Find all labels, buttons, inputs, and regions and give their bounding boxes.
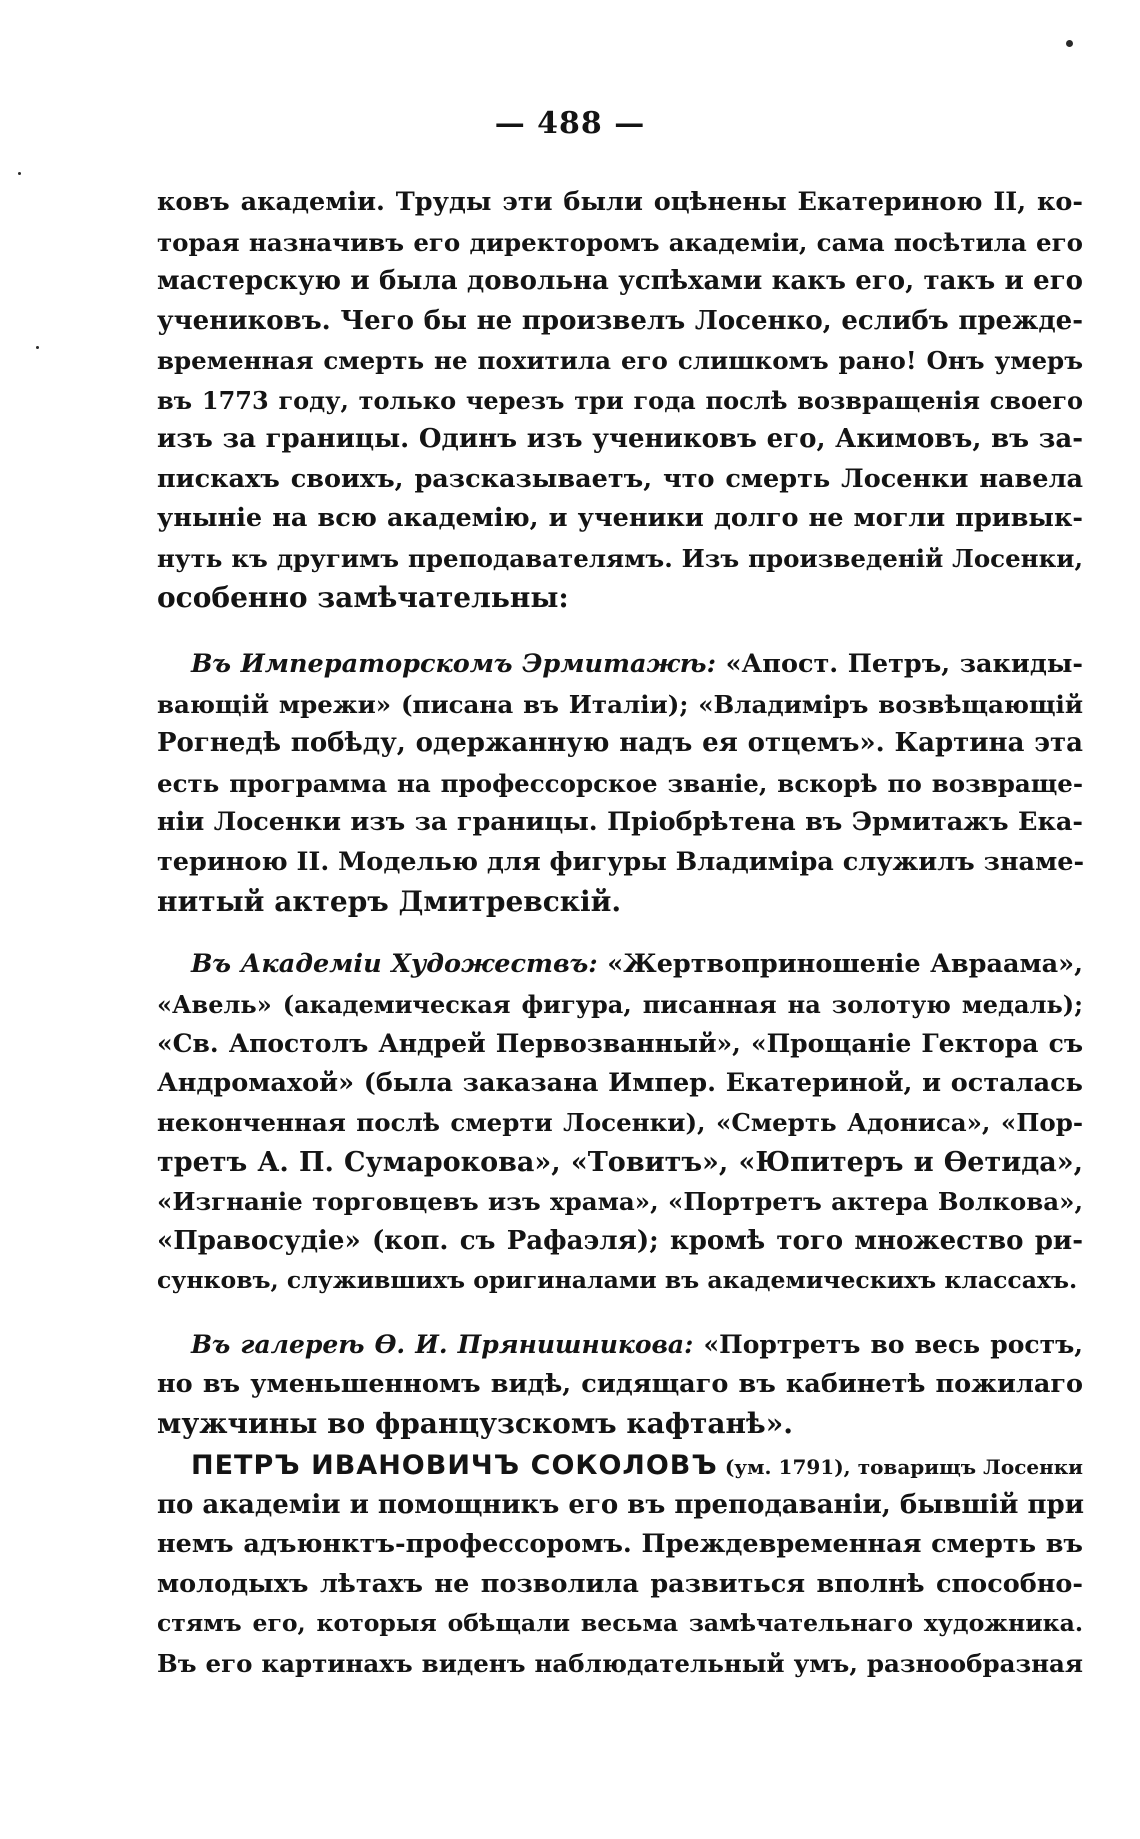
- text-line: [157, 945, 1083, 985]
- text-line: «Изгнаніе торговцевъ изъ храма», «Портретъ актера Волкова»,: [157, 1187, 1083, 1216]
- text-line: [157, 645, 1083, 685]
- text-line: ковъ академіи. Труды эти были оцѣнены Екатериною II, ко-: [157, 187, 1083, 217]
- text-line: нуть къ другимъ преподавателямъ. Изъ произведеній Лосенки,: [157, 543, 1083, 573]
- text-line: есть программа на профессорское званіе, вскорѣ по возвраще-: [157, 768, 1083, 798]
- print-speck: [1066, 40, 1073, 47]
- text-line: немъ адъюнктъ-профессоромъ. Преждевременная смерть въ: [157, 1529, 1083, 1559]
- text-line: мужчины во французскомъ кафтанѣ».: [157, 1407, 793, 1440]
- text-line: но въ уменьшенномъ видѣ, сидящаго въ кабинетѣ пожилаго: [157, 1368, 1083, 1399]
- print-speck: [18, 172, 21, 175]
- text-fragment: «Апост. Петръ, закиды-: [725, 649, 1083, 679]
- text-line: вающій мрежи» (писана въ Италіи); «Владиміръ возвѣщающій: [157, 689, 1083, 719]
- text-line: териною II. Моделью для фигуры Владиміра служилъ знаме-: [157, 846, 1085, 877]
- text-line: «Правосудіе» (коп. съ Рафаэля); кромѣ того множество ри-: [157, 1225, 1083, 1256]
- paragraph-academy-works: [157, 945, 1083, 1301]
- text-fragment: «Жертвоприношеніе Авраама»,: [607, 949, 1083, 979]
- text-line: учениковъ. Чего бы не произвелъ Лосенко, еслибъ прежде-: [157, 305, 1083, 336]
- text-line: пискахъ своихъ, разсказываетъ, что смерть Лосенки навела: [157, 463, 1083, 494]
- paragraph-hermitage-works: [157, 645, 1083, 922]
- paragraph-losenko-biography: [157, 183, 1083, 618]
- print-speck: [36, 346, 39, 349]
- text-line: «Авель» (академическая фигура, писанная на золотую медаль);: [157, 989, 1083, 1019]
- text-line: «Св. Апостолъ Андрей Первозванный», «Прощаніе Гектора съ: [157, 1029, 1083, 1058]
- collection-heading: Въ Императорскомъ Эрмитажѣ:: [191, 649, 716, 679]
- text-line: [157, 1325, 1083, 1365]
- paragraph-gallery-works: [157, 1325, 1083, 1444]
- text-line: по академіи и помощникъ его въ преподаваніи, бывшій при: [157, 1489, 1084, 1520]
- text-line: торая назначивъ его директоромъ академіи, сама посѣтила его: [157, 227, 1083, 257]
- text-line: [157, 1446, 1083, 1486]
- text-line: особенно замѣчательны:: [157, 581, 569, 614]
- artist-name-heading: ПЕТРЪ ИВАНОВИЧЪ СОКОЛОВЪ: [191, 1450, 718, 1481]
- text-line: сунковъ, служившихъ оригиналами въ академическихъ классахъ.: [157, 1266, 1078, 1294]
- text-line: въ 1773 году, только черезъ три года послѣ возвращенія своего: [157, 385, 1083, 415]
- collection-heading: Въ Академіи Художествъ:: [191, 949, 598, 979]
- text-line: Рогнедѣ побѣду, одержанную надъ ея отцемъ». Картина эта: [157, 728, 1083, 758]
- text-line: молодыхъ лѣтахъ не позволила развиться вполнѣ способно-: [157, 1568, 1083, 1599]
- text-line: ніи Лосенки изъ за границы. Пріобрѣтена въ Эрмитажъ Ека-: [157, 807, 1083, 837]
- text-line: Андромахой» (была заказана Импер. Екатериной, и осталась: [157, 1067, 1083, 1098]
- text-line: временная смерть не похитила его слишкомъ рано! Онъ умеръ: [157, 346, 1083, 375]
- text-fragment: «Портретъ во весь ростъ,: [703, 1330, 1083, 1359]
- page-number: — 488 —: [494, 106, 646, 141]
- text-line: Въ его картинахъ виденъ наблюдательный умъ, разнообразная: [157, 1648, 1083, 1678]
- text-line: неконченная послѣ смерти Лосенки), «Смерть Адониса», «Пор-: [157, 1108, 1083, 1137]
- text-line: нитый актеръ Дмитревскій.: [157, 885, 622, 918]
- text-line: изъ за границы. Одинъ изъ учениковъ его, Акимовъ, въ за-: [157, 424, 1083, 454]
- text-line: мастерскую и была довольна успѣхами какъ его, такъ и его: [157, 266, 1083, 296]
- paragraph-sokolov-biography: [157, 1446, 1083, 1683]
- text-fragment: (ум. 1791), товарищъ Лосенки: [724, 1455, 1084, 1479]
- text-line: уныніе на всю академію, и ученики долго не могли привык-: [157, 503, 1083, 533]
- collection-heading: Въ галереѣ Ѳ. И. Прянишникова:: [191, 1330, 694, 1359]
- text-line: третъ А. П. Сумарокова», «Товитъ», «Юпитеръ и Ѳетида»,: [157, 1146, 1083, 1178]
- text-line: стямъ его, которыя обѣщали весьма замѣчательнаго художника.: [157, 1609, 1083, 1637]
